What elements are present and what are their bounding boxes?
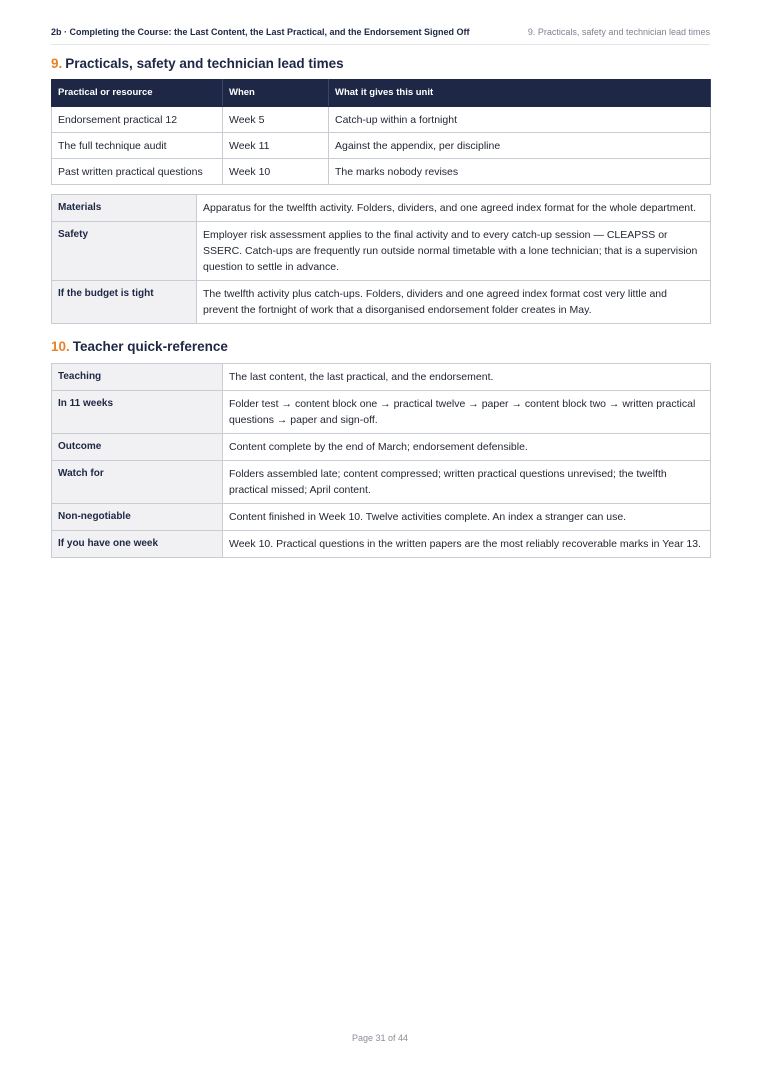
- running-header-section: 9. Practicals, safety and technician lead times: [527, 27, 710, 37]
- table-cell: Against the appendix, per discipline: [329, 133, 711, 159]
- section-10-number: 10.: [51, 339, 70, 354]
- section-10-heading: [51, 336, 710, 358]
- table-row: [52, 531, 711, 558]
- quick-reference-table: [51, 363, 711, 558]
- section-10-title: Teacher quick-reference: [72, 339, 228, 354]
- row-value: Apparatus for the twelfth activity. Folders, dividers, and one agreed index format for the whole department.: [197, 195, 711, 222]
- practicals-table: [51, 79, 711, 185]
- row-label: Materials: [52, 195, 197, 222]
- table-cell: The marks nobody revises: [329, 159, 711, 185]
- table-row: [52, 195, 711, 222]
- row-value: Folders assembled late; content compressed; written practical questions unrevised; the twelfth practical missed; April content.: [223, 461, 711, 504]
- table-cell: The full technique audit: [52, 133, 223, 159]
- table-row: [52, 133, 711, 159]
- row-value: Content finished in Week 10. Twelve activities complete. An index a stranger can use.: [223, 504, 711, 531]
- section-9-title: Practicals, safety and technician lead times: [65, 56, 344, 71]
- running-header-title: 2b · Completing the Course: the Last Content, the Last Practical, and the Endorsement Signed Off: [51, 27, 470, 37]
- column-header: Practical or resource: [52, 80, 223, 107]
- page-number: Page 31 of 44: [351, 1033, 409, 1043]
- section-9-heading: [51, 53, 710, 75]
- table-row: [52, 434, 711, 461]
- table-cell: Catch-up within a fortnight: [329, 107, 711, 133]
- table-row: [52, 364, 711, 391]
- row-value: Employer risk assessment applies to the final activity and to every catch-up session — CLEAPSS or SSERC. Catch-ups are frequently run outside normal timetable with a lone technician; that is a supervision question to settle in advance.: [197, 222, 711, 281]
- table-row: [52, 461, 711, 504]
- column-header: When: [223, 80, 329, 107]
- table-cell: Week 10: [223, 159, 329, 185]
- table-cell: Week 5: [223, 107, 329, 133]
- column-header: What it gives this unit: [329, 80, 711, 107]
- table-row: [52, 222, 711, 281]
- row-label: Teaching: [52, 364, 223, 391]
- row-label: If the budget is tight: [52, 281, 197, 324]
- row-label: If you have one week: [52, 531, 223, 558]
- row-label: In 11 weeks: [52, 391, 223, 434]
- row-label: Non-negotiable: [52, 504, 223, 531]
- table-cell: Endorsement practical 12: [52, 107, 223, 133]
- table-row: [52, 159, 711, 185]
- table-row: [52, 391, 711, 434]
- row-value: Folder test → content block one → practical twelve → paper → content block two → written practical questions → paper and sign-off.: [223, 391, 711, 434]
- row-label: Safety: [52, 222, 197, 281]
- table-row: [52, 504, 711, 531]
- row-label: Watch for: [52, 461, 223, 504]
- table-row: [52, 281, 711, 324]
- table-header-row: [52, 80, 711, 107]
- document-page: [51, 0, 710, 558]
- table-cell: Past written practical questions: [52, 159, 223, 185]
- table-cell: Week 11: [223, 133, 329, 159]
- row-label: Outcome: [52, 434, 223, 461]
- row-value: Week 10. Practical questions in the written papers are the most reliably recoverable marks in Year 13.: [223, 531, 711, 558]
- row-value: The last content, the last practical, and the endorsement.: [223, 364, 711, 391]
- table-row: [52, 107, 711, 133]
- section-9-number: 9.: [51, 56, 63, 71]
- row-value: The twelfth activity plus catch-ups. Folders, dividers and one agreed index format cost very little and prevent the fortnight of work that a disorganised endorsement folder creates in May.: [197, 281, 711, 324]
- running-header: [51, 27, 710, 45]
- row-value: Content complete by the end of March; endorsement defensible.: [223, 434, 711, 461]
- materials-safety-table: [51, 194, 711, 324]
